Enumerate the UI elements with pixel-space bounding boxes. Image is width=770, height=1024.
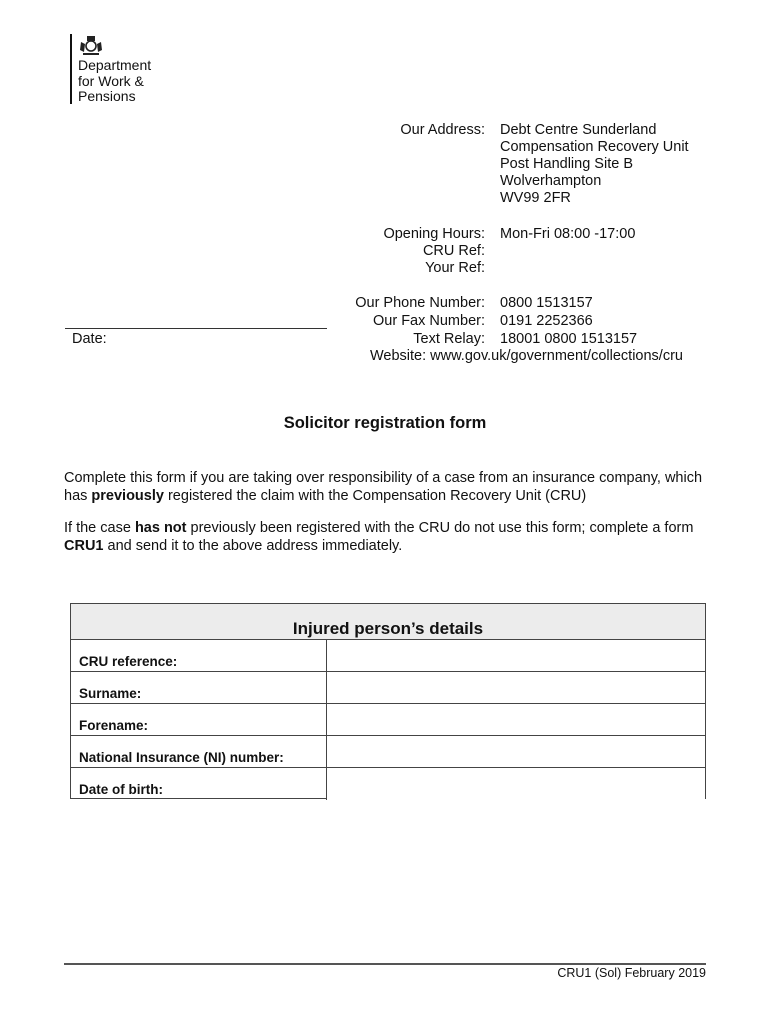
text-relay-value: 18001 0800 1513157: [500, 331, 638, 347]
date-of-birth-label: Date of birth:: [79, 782, 163, 797]
intro-paragraph-2: If the case has not previously been registered with the CRU do not use this form; complete a form CRU1 and send it to the above address immediately.: [64, 520, 694, 554]
ni-number-field[interactable]: [326, 736, 705, 768]
table-row-date-of-birth: [71, 768, 705, 800]
royal-crest-icon: [78, 34, 104, 56]
table-row-ni-number: [71, 736, 705, 768]
table-header: Injured person’s details: [71, 604, 705, 640]
cru-ref-label: CRU Ref:: [422, 243, 485, 259]
address-line-3: Post Handling Site B: [500, 156, 633, 172]
footer-divider: [64, 963, 706, 965]
ni-number-label: National Insurance (NI) number:: [71, 736, 326, 768]
address-line-1: Debt Centre Sunderland: [500, 122, 657, 138]
date-line: [65, 328, 327, 329]
fax-label: Our Fax Number:: [373, 313, 485, 329]
form-title: Solicitor registration form: [283, 414, 487, 432]
cru-reference-field[interactable]: [326, 640, 705, 672]
forename-label: Forename:: [71, 704, 326, 736]
logo-bar: [70, 34, 72, 104]
address-line-4: Wolverhampton: [500, 173, 602, 189]
opening-hours-value: Mon-Fri 08:00 -17:00: [500, 226, 636, 242]
text-relay-label: Text Relay:: [413, 331, 485, 347]
address-line-2: Compensation Recovery Unit: [500, 139, 689, 155]
intro-paragraph-1: Complete this form if you are taking over responsibility of a case from an insurance company, which has previously registered the claim with the Compensation Recovery Unit (CRU): [64, 470, 703, 504]
forename-field[interactable]: [326, 704, 705, 736]
table-row-surname: [71, 672, 705, 704]
footer-form-code: CRU1 (Sol) February 2019: [557, 966, 706, 980]
opening-hours-label: Opening Hours:: [383, 226, 485, 242]
logo-department-name: Department for Work & Pensions: [78, 57, 152, 104]
fax-value: 0191 2252366: [500, 313, 593, 329]
surname-label: Surname:: [71, 672, 326, 704]
surname-field[interactable]: [326, 672, 705, 704]
address-label: Our Address:: [400, 122, 485, 138]
cru-reference-label: CRU reference:: [71, 640, 326, 672]
phone-label: Our Phone Number:: [355, 295, 485, 311]
website-link[interactable]: Website: www.gov.uk/government/collections/cru: [370, 348, 683, 364]
phone-value: 0800 1513157: [500, 295, 593, 311]
your-ref-label: Your Ref:: [425, 260, 485, 276]
address-line-5: WV99 2FR: [500, 190, 571, 206]
table-row-forename: [71, 704, 705, 736]
dwp-logo: [70, 34, 190, 106]
date-label: Date:: [72, 331, 107, 347]
date-of-birth-field[interactable]: [326, 768, 705, 800]
table-row-cru-reference: [71, 640, 705, 672]
injured-person-details-table: [70, 603, 706, 799]
